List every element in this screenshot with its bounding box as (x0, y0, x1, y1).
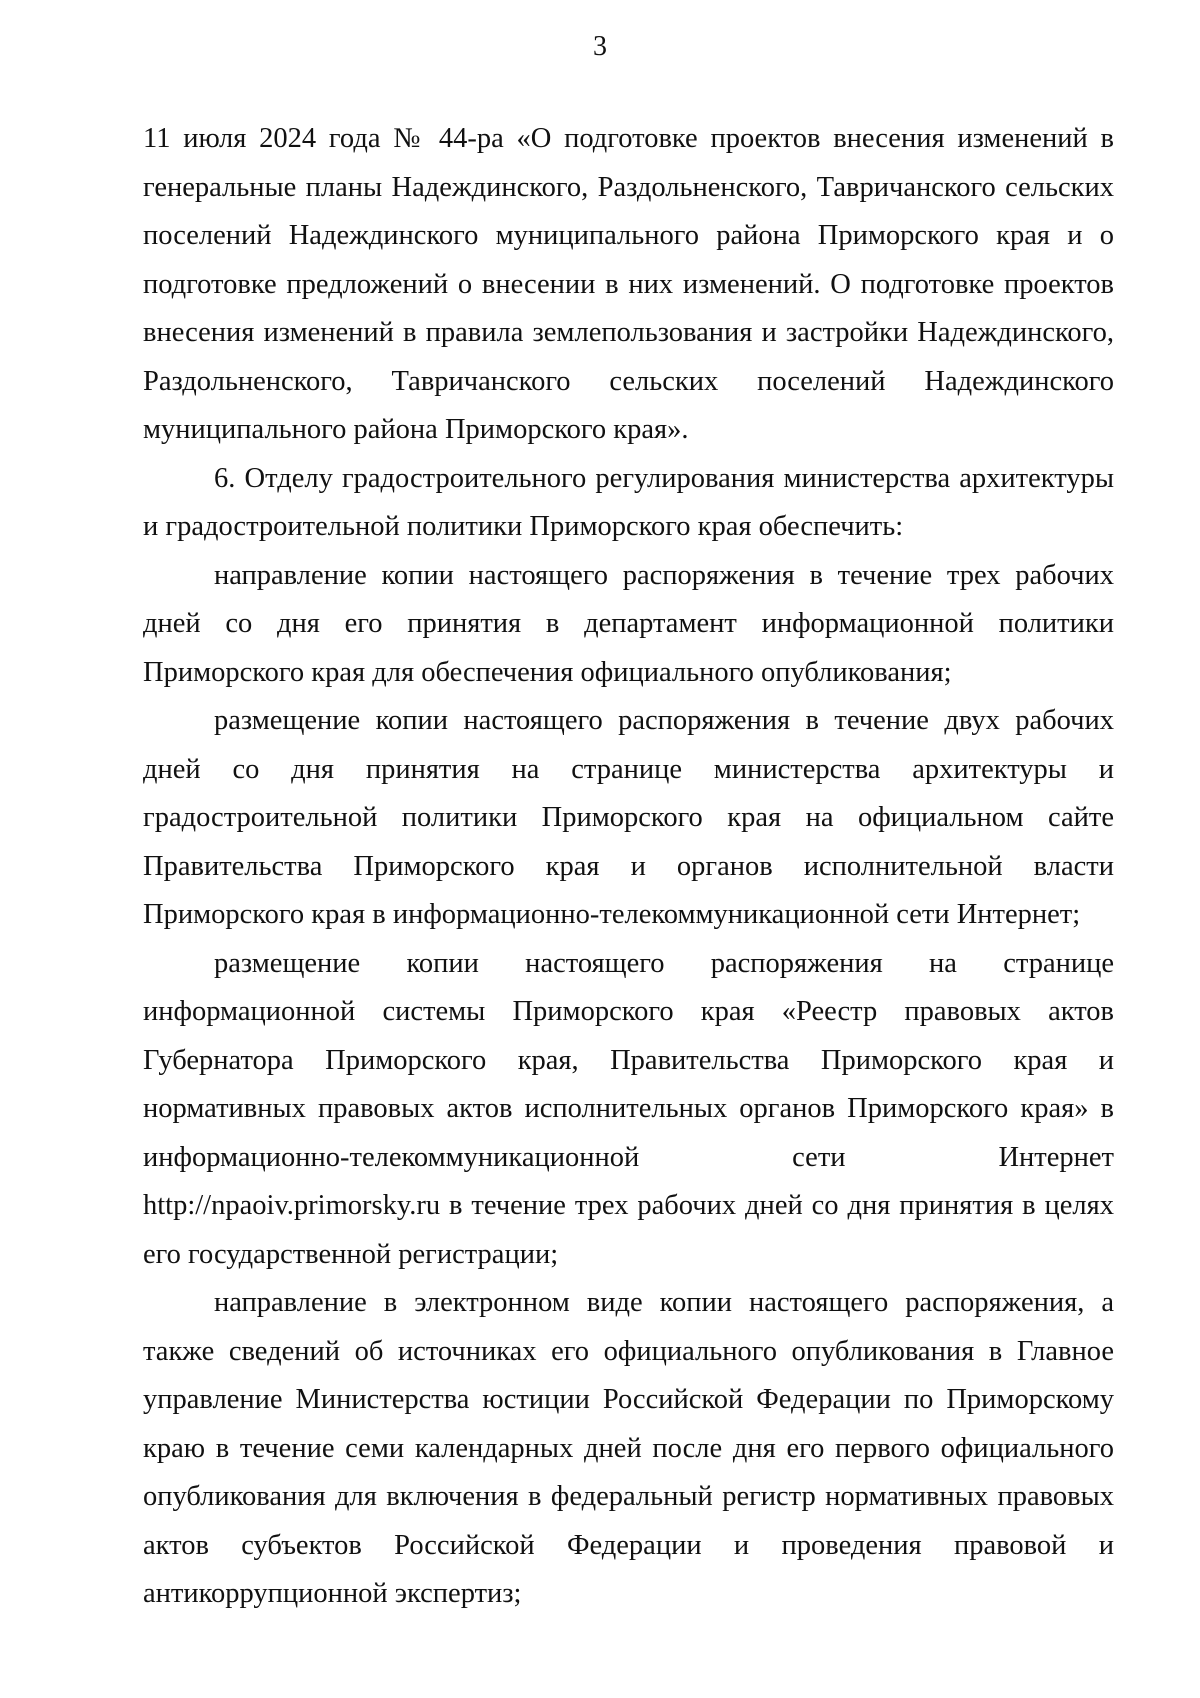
paragraph-publish-in-legal-registry: размещение копии настоящего распоряжения на странице информационной системы Приморского края «Реестр правовых актов Губернатора Приморского края, Правительства Приморского края и нормативных правовых актов исполнительных органов Приморского края» в информационно-телекоммуникационной сети Интернет http://npaoiv.primorsky.ru в течение трех рабочих дней со дня принятия в целях его государственной регистрации; (143, 947, 1114, 1270)
paragraph-publish-on-ministry-page: размещение копии настоящего распоряжения в течение двух рабочих дней со дня принятия на странице министерства архитектуры и градостроительной политики Приморского края на официальном сайте Правительства Приморского края и органов исполнительной власти Приморского края в информационно-телекоммуникационной сети Интернет; (143, 705, 1114, 930)
paragraph-send-copy-info-policy: направление копии настоящего распоряжения в течение трех рабочих дней со дня его принятия в департамент информационной политики Приморского края для обеспечения официального опубликования; (143, 559, 1114, 688)
paragraph-continuation-order-reference: 11 июля 2024 года № 44-ра «О подготовке проектов внесения изменений в генеральные планы Надеждинского, Раздольненского, Тавричанского сельских поселений Надеждинского муниципального района Приморского края и о подготовке предложений о внесении в них изменений. О подготовке проектов внесения изменений в правила землепользования и застройки Надеждинского, Раздольненского, Тавричанского сельских поселений Надеждинского муниципального района Приморского края». (143, 123, 1114, 445)
paragraph-item-6-department-duties: 6. Отделу градостроительного регулирования министерства архитектуры и градостроительной политики Приморского края обеспечить: (143, 462, 1114, 542)
paragraph-send-to-justice-ministry: направление в электронном виде копии настоящего распоряжения, а также сведений об источниках его официального опубликования в Главное управление Министерства юстиции Российской Федерации по Приморскому краю в течение семи календарных дней после дня его первого официального опубликования для включения в федеральный регистр нормативных правовых актов субъектов Российской Федерации и проведения правовой и антикоррупционной экспертиз; (143, 1287, 1114, 1609)
page-number: 3 (593, 31, 607, 62)
document-body (143, 115, 1114, 1619)
